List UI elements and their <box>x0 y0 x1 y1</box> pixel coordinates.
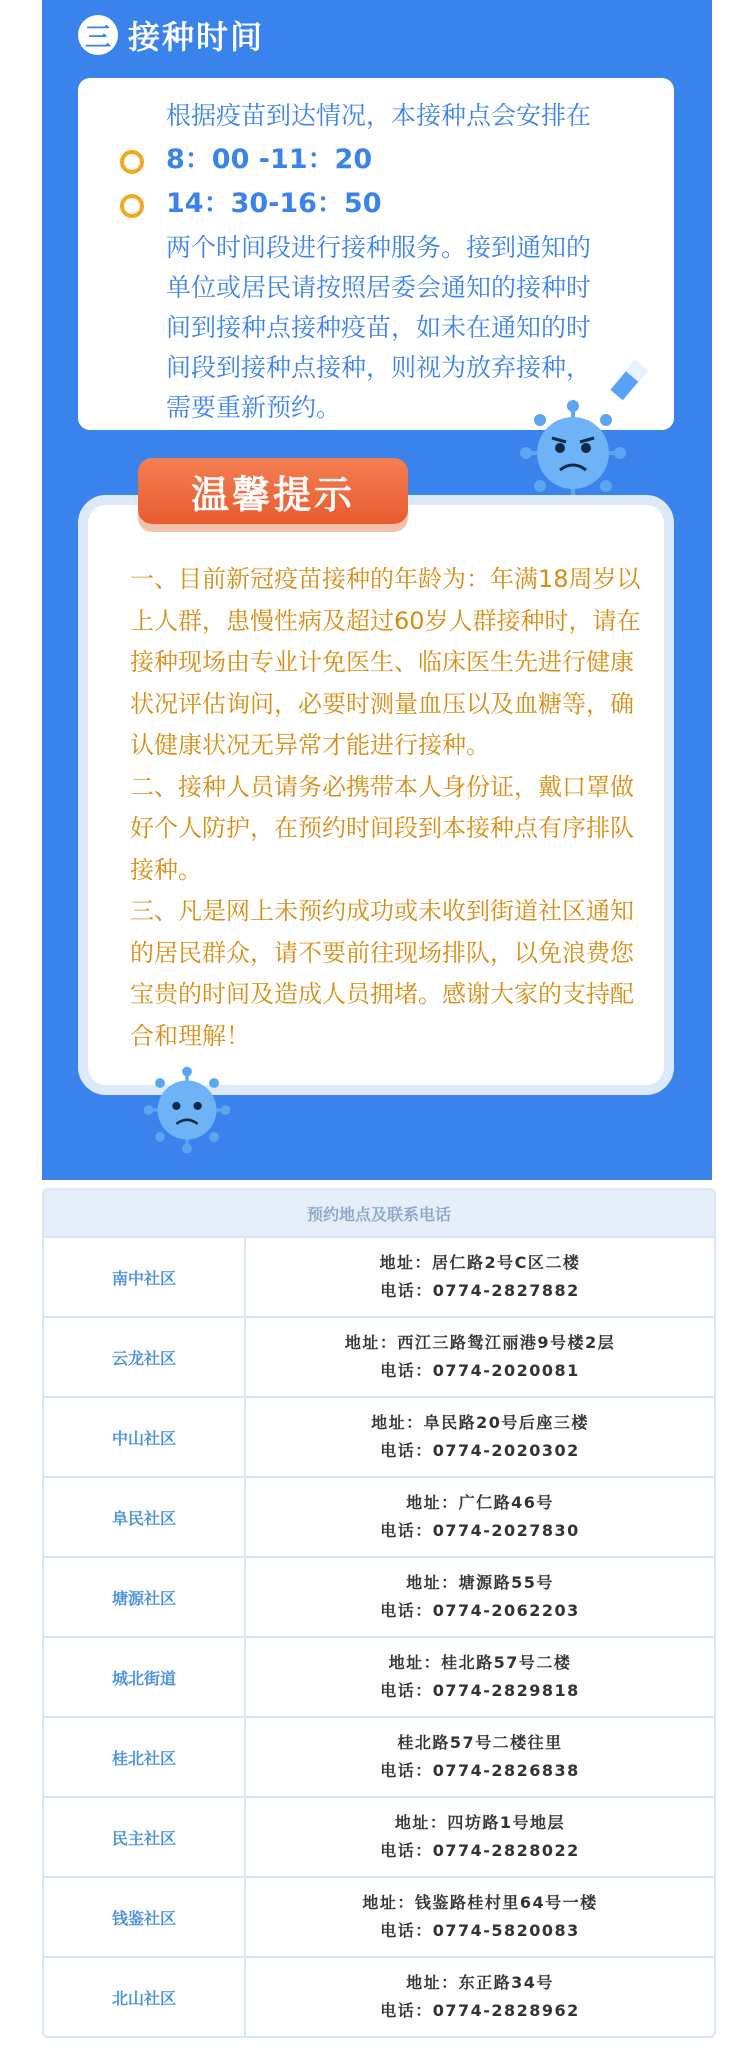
tip-paragraph-1: 一、目前新冠疫苗接种的年龄为：年满18周岁以上人群，患慢性病及超过60岁人群接种时，请在接种现场由专业计免医生、临床医生先进行健康状况评估询问，必要时测量血压以及血糖等，确认健康状况无异常才能进行接种。 <box>130 565 641 759</box>
table-row <box>44 1636 714 1716</box>
table-row <box>44 1396 714 1476</box>
section-title: 接种时间 <box>128 18 265 56</box>
community-name: 塘源社区 <box>44 1558 246 1636</box>
time-slot-morning: 8：00 -11：20 <box>166 144 373 175</box>
phone: 电话：0774-2062203 <box>380 1601 580 1620</box>
contact-table <box>42 1188 716 2038</box>
table-row <box>44 1556 714 1636</box>
phone: 电话：0774-5820083 <box>380 1921 580 1940</box>
address: 地址：桂北路57号二楼 <box>388 1653 572 1672</box>
address: 地址：广仁路46号 <box>406 1493 554 1512</box>
tip-paragraph-2: 二、接种人员请务必携带本人身份证，戴口罩做好个人防护，在预约时间段到本接种点有序排队接种。 <box>130 772 634 884</box>
contact-info <box>246 1638 714 1716</box>
schedule-body-line: 间段到接种点接种，则视为放弃接种， <box>166 353 592 382</box>
community-name: 城北街道 <box>44 1638 246 1716</box>
community-name: 云龙社区 <box>44 1318 246 1396</box>
address: 地址：钱鉴路桂村里64号一楼 <box>362 1893 598 1912</box>
section-number-badge: 三 <box>78 15 118 55</box>
address: 地址：阜民路20号后座三楼 <box>371 1413 589 1432</box>
table-row <box>44 1716 714 1796</box>
table-row <box>44 1236 714 1316</box>
phone: 电话：0774-2826838 <box>380 1761 580 1780</box>
table-row <box>44 1876 714 1956</box>
virus-mascot-icon <box>142 1065 232 1155</box>
contact-info <box>246 1558 714 1636</box>
community-name: 桂北社区 <box>44 1718 246 1796</box>
contact-info <box>246 1958 714 2036</box>
address: 地址：四坊路1号地层 <box>394 1813 566 1832</box>
contact-info <box>246 1478 714 1556</box>
bullet-dot-icon <box>120 194 144 218</box>
phone: 电话：0774-2828022 <box>380 1841 580 1860</box>
tips-card <box>78 495 674 1095</box>
time-slot-afternoon: 14：30-16：50 <box>166 188 382 219</box>
contact-info <box>246 1398 714 1476</box>
community-name: 南中社区 <box>44 1238 246 1316</box>
contact-info <box>246 1718 714 1796</box>
schedule-body-line: 单位或居民请按照居委会通知的接种时 <box>166 273 592 302</box>
phone: 电话：0774-2829818 <box>380 1681 580 1700</box>
schedule-intro: 根据疫苗到达情况，本接种点会安排在 <box>166 101 592 130</box>
address: 地址：塘源路55号 <box>406 1573 554 1592</box>
schedule-card <box>78 78 674 430</box>
table-row <box>44 1476 714 1556</box>
schedule-body-line: 间到接种点接种疫苗，如未在通知的时 <box>166 313 592 342</box>
address: 地址：东正路34号 <box>406 1973 554 1992</box>
tips-text <box>130 559 650 1057</box>
contact-info <box>246 1878 714 1956</box>
phone: 电话：0774-2020302 <box>380 1441 580 1460</box>
community-name: 民主社区 <box>44 1798 246 1876</box>
community-name: 阜民社区 <box>44 1478 246 1556</box>
tip-paragraph-3: 三、凡是网上未预约成功或未收到街道社区通知的居民群众，请不要前往现场排队，以免浪费您宝贵的时间及造成人员拥堵。感谢大家的支持配合和理解！ <box>130 897 634 1050</box>
table-row <box>44 1796 714 1876</box>
section-header <box>78 12 264 58</box>
phone: 电话：0774-2827882 <box>380 1281 580 1300</box>
address: 桂北路57号二楼往里 <box>397 1733 563 1752</box>
community-name: 北山社区 <box>44 1958 246 2036</box>
community-name: 中山社区 <box>44 1398 246 1476</box>
table-header: 预约地点及联系电话 <box>44 1190 714 1236</box>
community-name: 钱鉴社区 <box>44 1878 246 1956</box>
address: 地址：西江三路鸳江丽港9号楼2层 <box>344 1333 616 1352</box>
bullet-dot-icon <box>120 150 144 174</box>
contact-info <box>246 1798 714 1876</box>
contact-info <box>246 1318 714 1396</box>
virus-mascot-icon <box>518 398 628 508</box>
table-row <box>44 1316 714 1396</box>
contact-info <box>246 1238 714 1316</box>
schedule-body-line: 需要重新预约。 <box>166 393 342 422</box>
phone: 电话：0774-2828962 <box>380 2001 580 2020</box>
address: 地址：居仁路2号C区二楼 <box>379 1253 581 1272</box>
schedule-body-line: 两个时间段进行接种服务。接到通知的 <box>166 233 592 262</box>
table-row <box>44 1956 714 2036</box>
phone: 电话：0774-2020081 <box>380 1361 580 1380</box>
tips-title-tag: 温馨提示 <box>138 458 408 524</box>
phone: 电话：0774-2027830 <box>380 1521 580 1540</box>
